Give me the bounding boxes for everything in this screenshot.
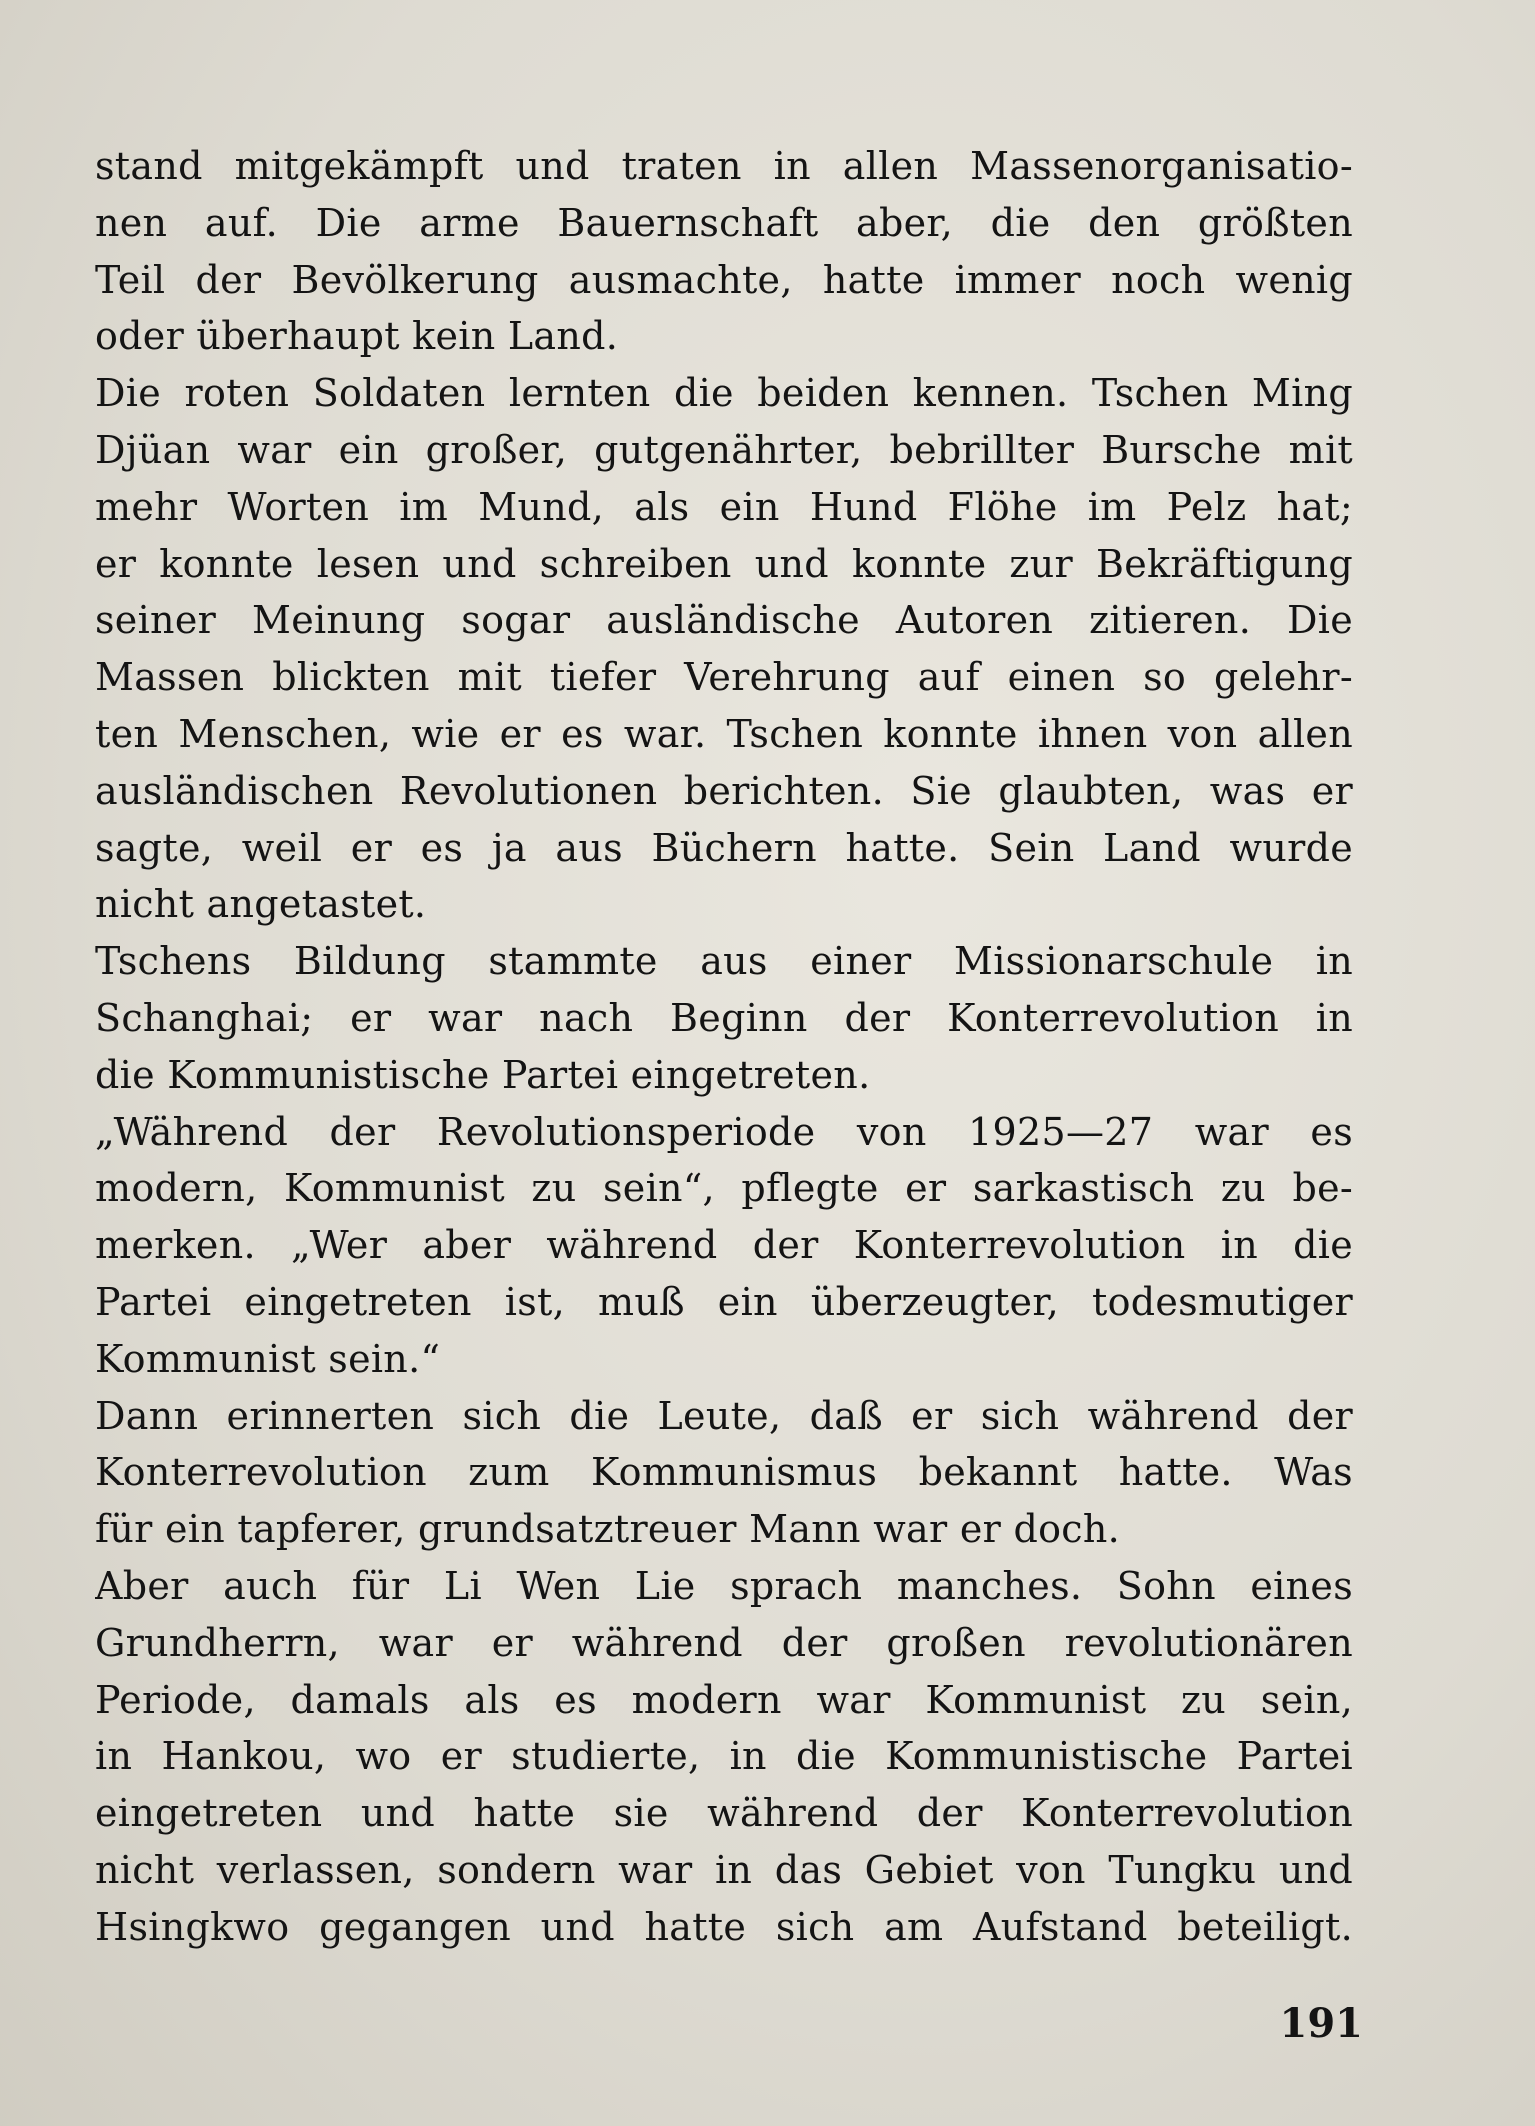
text-line: ten Menschen, wie er es war. Tschen konnte ihnen von allen: [95, 711, 1353, 756]
text-line: Hsingkwo gegangen und hatte sich am Aufstand beteiligt.: [95, 1904, 1353, 1949]
paragraph: [95, 1558, 1353, 1956]
text-line: oder überhaupt kein Land.: [95, 314, 619, 359]
paragraph: [95, 365, 1353, 933]
paragraph: [95, 1104, 1353, 1388]
text-line: die Kommunistische Partei eingetreten.: [95, 1052, 871, 1097]
text-line: merken. „Wer aber während der Konterrevolution in die: [95, 1223, 1353, 1268]
text-line: eingetreten und hatte sie während der Konterrevolution: [95, 1791, 1353, 1836]
text-line: Periode, damals als es modern war Kommunist zu sein,: [95, 1677, 1353, 1722]
text-line: Dann erinnerten sich die Leute, daß er sich während der: [95, 1393, 1353, 1438]
text-line: stand mitgekämpft und traten in allen Massenorganisatio-: [95, 144, 1353, 188]
text-line: Die roten Soldaten lernten die beiden kennen. Tschen Ming: [95, 371, 1353, 416]
text-line: „Während der Revolutionsperiode von 1925—27 war es: [95, 1109, 1353, 1154]
paragraph: [95, 1388, 1353, 1558]
text-line: nicht verlassen, sondern war in das Gebiet von Tungku und: [95, 1847, 1353, 1892]
text-line: in Hankou, wo er studierte, in die Kommunistische Partei: [95, 1734, 1353, 1779]
paragraph: [95, 933, 1353, 1103]
text-line: Schanghai; er war nach Beginn der Konterrevolution in: [95, 995, 1353, 1040]
text-line: Grundherrn, war er während der großen revolutionären: [95, 1620, 1353, 1665]
text-line: Teil der Bevölkerung ausmachte, hatte immer noch wenig: [95, 257, 1353, 302]
text-line: Partei eingetreten ist, muß ein überzeugter, todesmutiger: [95, 1279, 1353, 1324]
text-line: seiner Meinung sogar ausländische Autoren zitieren. Die: [95, 598, 1353, 643]
text-line: nicht angetastet.: [95, 882, 427, 927]
text-line: Aber auch für Li Wen Lie sprach manches. Sohn eines: [95, 1563, 1353, 1608]
text-line: Massen blickten mit tiefer Verehrung auf einen so gelehr-: [95, 655, 1353, 700]
text-line: Kommunist sein.“: [95, 1336, 441, 1381]
text-line: Tschens Bildung stammte aus einer Missionarschule in: [95, 939, 1353, 984]
text-line: für ein tapferer, grundsatztreuer Mann war er doch.: [95, 1507, 1121, 1552]
text-line: Djüan war ein großer, gutgenährter, bebrillter Bursche mit: [95, 427, 1353, 472]
text-line: ausländischen Revolutionen berichten. Sie glaubten, was er: [95, 768, 1353, 813]
text-line: sagte, weil er es ja aus Büchern hatte. Sein Land wurde: [95, 825, 1353, 870]
text-line: modern, Kommunist zu sein“, pflegte er sarkastisch zu be-: [95, 1166, 1353, 1211]
body-text: [95, 138, 1353, 1956]
paragraph: [95, 138, 1353, 365]
page-number: 191: [1279, 2000, 1363, 2047]
text-line: Konterrevolution zum Kommunismus bekannt hatte. Was: [95, 1450, 1353, 1495]
text-line: mehr Worten im Mund, als ein Hund Flöhe im Pelz hat;: [95, 484, 1353, 529]
text-line: er konnte lesen und schreiben und konnte zur Bekräftigung: [95, 541, 1353, 586]
text-line: nen auf. Die arme Bauernschaft aber, die den größten: [95, 200, 1353, 245]
